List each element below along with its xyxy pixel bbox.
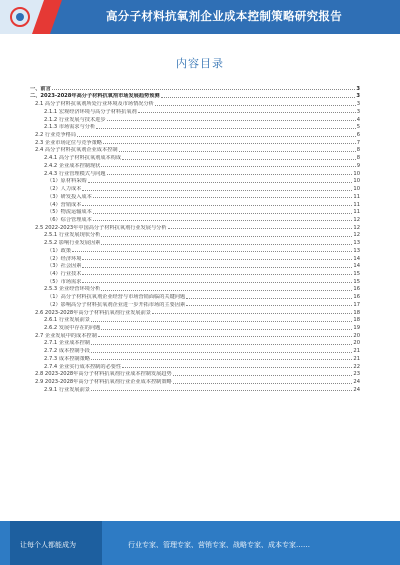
toc-leader-dots [186, 305, 352, 306]
toc-entry-page: 11 [353, 201, 360, 208]
toc-leader-dots [93, 220, 353, 221]
toc-entry[interactable] [30, 277, 360, 285]
toc-entry-label: 2.4 高分子材料抗氧剂企业成本控制 [35, 147, 118, 154]
toc-entry[interactable] [30, 385, 360, 393]
toc-entry-label: 2.7.1 企业成本控制 [44, 340, 90, 347]
toc-entry-label: （3）研发投入成本 [47, 193, 92, 200]
toc-entry-label: 2.5.3 企业经营环境分析 [44, 286, 101, 293]
toc-entry-page: 14 [353, 255, 360, 262]
toc-entry[interactable] [30, 231, 360, 239]
toc-entry-page: 3 [356, 108, 360, 115]
toc-entry-page: 9 [356, 162, 360, 169]
toc-entry-label: （4）营销成本 [47, 201, 82, 208]
toc-entry-label: 2.9.1 行业发展前景 [44, 386, 90, 393]
toc-entry-page: 10 [353, 186, 360, 193]
toc-entry-label: 一、前言 [30, 85, 51, 92]
toc-entry[interactable] [30, 254, 360, 262]
toc-entry[interactable] [30, 146, 360, 154]
toc-entry[interactable] [30, 138, 360, 146]
toc-leader-dots [91, 344, 352, 345]
toc-entry-page: 7 [356, 139, 360, 146]
toc-entry-label: （6）综合管理成本 [47, 216, 92, 223]
toc-entry[interactable] [30, 308, 360, 316]
toc-entry[interactable] [30, 292, 360, 300]
toc-entry-label: 2.8 2023-2028年高分子材料抗氧剂行业成本控制发展趋势 [35, 371, 172, 378]
toc-leader-dots [77, 136, 356, 137]
toc-leader-dots [91, 321, 352, 322]
toc-leader-dots [91, 390, 352, 391]
toc-entry[interactable] [30, 215, 360, 223]
toc-entry-page: 10 [353, 178, 360, 185]
toc-entry-page: 16 [353, 294, 360, 301]
toc-entry[interactable] [30, 377, 360, 385]
toc-entry-page: 16 [353, 286, 360, 293]
toc-entry[interactable] [30, 92, 360, 100]
toc-entry-page: 13 [353, 240, 360, 247]
toc-entry-page: 24 [353, 379, 360, 386]
toc-entry-page: 19 [353, 325, 360, 331]
toc-leader-dots [82, 190, 352, 191]
toc-entry[interactable] [30, 238, 360, 246]
toc-entry[interactable] [30, 184, 360, 192]
toc-entry[interactable] [30, 316, 360, 324]
toc-entry[interactable] [30, 208, 360, 216]
toc-entry[interactable] [30, 153, 360, 161]
toc-entry-label: （1）高分子材料抗氧剂企业经营与市场营销面临的关键问题 [47, 294, 186, 301]
toc-entry-page: 12 [353, 224, 360, 231]
toc-entry-label: 2.7.3 成本控制策略 [44, 355, 90, 362]
toc-entry-page: 14 [353, 263, 360, 270]
toc-heading: 内容目录 [176, 57, 224, 70]
table-of-contents [30, 84, 360, 393]
toc-entry-page: 12 [353, 216, 360, 223]
toc-leader-dots [96, 128, 356, 129]
toc-entry-page: 6 [356, 132, 360, 139]
toc-entry-page: 21 [353, 348, 360, 355]
toc-entry[interactable] [30, 123, 360, 131]
footer-slogan: 让每个人都能成为 [20, 541, 76, 549]
toc-entry-label: 2.2 行业竞争格局 [35, 132, 77, 139]
toc-leader-dots [72, 251, 352, 252]
toc-entry[interactable] [30, 99, 360, 107]
toc-entry-label: （5）市场需求 [47, 278, 82, 285]
toc-entry-label: （3）社会因素 [47, 263, 82, 270]
toc-leader-dots [122, 367, 352, 368]
toc-entry-label: 2.3 企业市场定位与竞争策略 [35, 139, 102, 146]
toc-leader-dots [88, 182, 353, 183]
toc-entry-page: 17 [353, 301, 360, 308]
toc-leader-dots [101, 244, 352, 245]
toc-leader-dots [122, 159, 356, 160]
toc-leader-dots [155, 105, 356, 106]
toc-entry[interactable] [30, 370, 360, 378]
toc-leader-dots [107, 174, 353, 175]
toc-entry[interactable] [30, 300, 360, 308]
toc-entry-label: （4）行业技术 [47, 270, 82, 277]
toc-entry-page: 15 [353, 270, 360, 277]
toc-leader-dots [52, 89, 356, 90]
toc-leader-dots [138, 112, 356, 113]
toc-leader-dots [173, 375, 353, 376]
toc-entry-label: 2.5.2 影响行业发展因素 [44, 240, 101, 247]
toc-entry-page: 18 [353, 317, 360, 324]
toc-entry-label: （5）物流运输成本 [47, 209, 92, 216]
report-title: 高分子材料抗氧剂企业成本控制策略研究报告 [106, 9, 342, 23]
toc-entry[interactable] [30, 354, 360, 362]
toc-entry-page: 18 [353, 309, 360, 316]
toc-leader-dots [161, 97, 356, 98]
toc-entry-page: 11 [353, 193, 360, 200]
toc-entry-page: 4 [356, 116, 360, 123]
toc-entry[interactable] [30, 177, 360, 185]
toc-leader-dots [101, 166, 355, 167]
toc-entry-page: 21 [353, 355, 360, 362]
toc-entry-label: 2.1.3 市场需求与分析 [44, 124, 96, 131]
toc-entry-page: 3 [356, 85, 360, 92]
toc-leader-dots [168, 228, 353, 229]
toc-entry[interactable] [30, 169, 360, 177]
toc-entry-page: 20 [353, 332, 360, 339]
footer-roles: 行业专家、管理专家、营销专家、战略专家、成本专家…… [128, 541, 310, 549]
toc-entry[interactable] [30, 192, 360, 200]
toc-leader-dots [119, 151, 356, 152]
toc-entry[interactable] [30, 107, 360, 115]
toc-entry-label: 2.4.1 高分子材料抗氧剂成本构成 [44, 155, 122, 162]
toc-leader-dots [103, 143, 356, 144]
toc-leader-dots [82, 267, 352, 268]
toc-entry-label: （2）经济环境 [47, 255, 82, 262]
toc-entry[interactable] [30, 223, 360, 231]
toc-entry-label: 2.5.1 行业发展现状分析 [44, 232, 101, 239]
toc-entry-page: 13 [353, 247, 360, 254]
page-footer [0, 521, 400, 565]
toc-leader-dots [91, 352, 352, 353]
toc-entry[interactable] [30, 339, 360, 347]
toc-entry[interactable] [30, 323, 360, 331]
toc-leader-dots [173, 383, 353, 384]
toc-entry-label: （2）影响高分子材料抗氧剂企业进一步开拓市场的主要因素 [47, 301, 186, 308]
toc-leader-dots [107, 120, 356, 121]
toc-leader-dots [101, 329, 352, 330]
toc-leader-dots [82, 282, 352, 283]
toc-entry-label: （1）政策 [47, 247, 72, 254]
toc-entry-page: 24 [353, 386, 360, 393]
toc-entry[interactable] [30, 161, 360, 169]
toc-entry[interactable] [30, 262, 360, 270]
toc-entry[interactable] [30, 331, 360, 339]
page-header [0, 0, 400, 34]
toc-entry-label: 2.1 高分子材料抗氧剂所处行业环境及市场情况分析 [35, 101, 154, 108]
toc-entry-label: 2.4.2 企业成本控制现状 [44, 162, 101, 169]
toc-leader-dots [101, 236, 352, 237]
toc-entry-page: 23 [353, 371, 360, 378]
toc-entry-label: （1）原材料采购 [47, 178, 87, 185]
toc-leader-dots [186, 298, 352, 299]
toc-entry-page: 8 [356, 155, 360, 162]
toc-entry[interactable] [30, 285, 360, 293]
toc-entry-label: 2.7.2 成本控制手段 [44, 348, 90, 355]
toc-entry-page: 5 [356, 124, 360, 131]
logo-icon [6, 4, 44, 30]
toc-entry-page: 11 [353, 209, 360, 216]
toc-entry-label: 2.6.1 行业发展前景 [44, 317, 90, 324]
toc-leader-dots [82, 205, 352, 206]
toc-entry-page: 15 [353, 278, 360, 285]
toc-entry[interactable] [30, 269, 360, 277]
toc-leader-dots [152, 313, 352, 314]
toc-entry-label: 2.9 2023-2028年高分子材料抗氧剂行业企业成本控制策略 [35, 379, 172, 386]
toc-leader-dots [82, 274, 352, 275]
toc-leader-dots [91, 359, 352, 360]
toc-entry-page: 12 [353, 232, 360, 239]
toc-entry[interactable] [30, 130, 360, 138]
toc-entry[interactable] [30, 346, 360, 354]
toc-entry-label: 二、2023-2028年高分子材料抗氧剂市场发展趋势预测 [30, 93, 160, 100]
toc-leader-dots [82, 259, 352, 260]
toc-entry[interactable] [30, 200, 360, 208]
toc-leader-dots [98, 336, 353, 337]
toc-entry-label: 2.6.2 发展中存在的问题 [44, 325, 101, 331]
toc-entry[interactable] [30, 246, 360, 254]
toc-entry-page: 3 [356, 93, 360, 100]
toc-entry-page: 20 [353, 340, 360, 347]
toc-entry-page: 22 [353, 363, 360, 370]
toc-entry-label: 2.7.4 企业实行成本控制的必要性 [44, 363, 122, 370]
toc-entry-page: 10 [353, 170, 360, 177]
toc-entry[interactable] [30, 115, 360, 123]
toc-entry[interactable] [30, 362, 360, 370]
toc-leader-dots [93, 213, 353, 214]
toc-entry-label: 2.1.2 行业发展与技术进步 [44, 116, 106, 123]
toc-entry-page: 3 [356, 101, 360, 108]
toc-leader-dots [93, 197, 353, 198]
toc-entry-label: （2）人力成本 [47, 186, 82, 193]
toc-entry-label: 2.5 2022-2023年中国高分子材料抗氧剂行业发展与分析 [35, 224, 167, 231]
toc-entry[interactable] [30, 84, 360, 92]
toc-entry-label: 2.4.3 行业管理模式与问题 [44, 170, 106, 177]
toc-leader-dots [101, 290, 352, 291]
toc-entry-page: 8 [356, 147, 360, 154]
toc-entry-label: 2.6 2023-2028年高分子材料抗氧剂行业发展前景 [35, 309, 151, 316]
toc-entry-label: 2.7 企业发展中的成本控制 [35, 332, 97, 339]
toc-entry-label: 2.1.1 宏观经济环境与高分子材料抗氧剂 [44, 108, 137, 115]
